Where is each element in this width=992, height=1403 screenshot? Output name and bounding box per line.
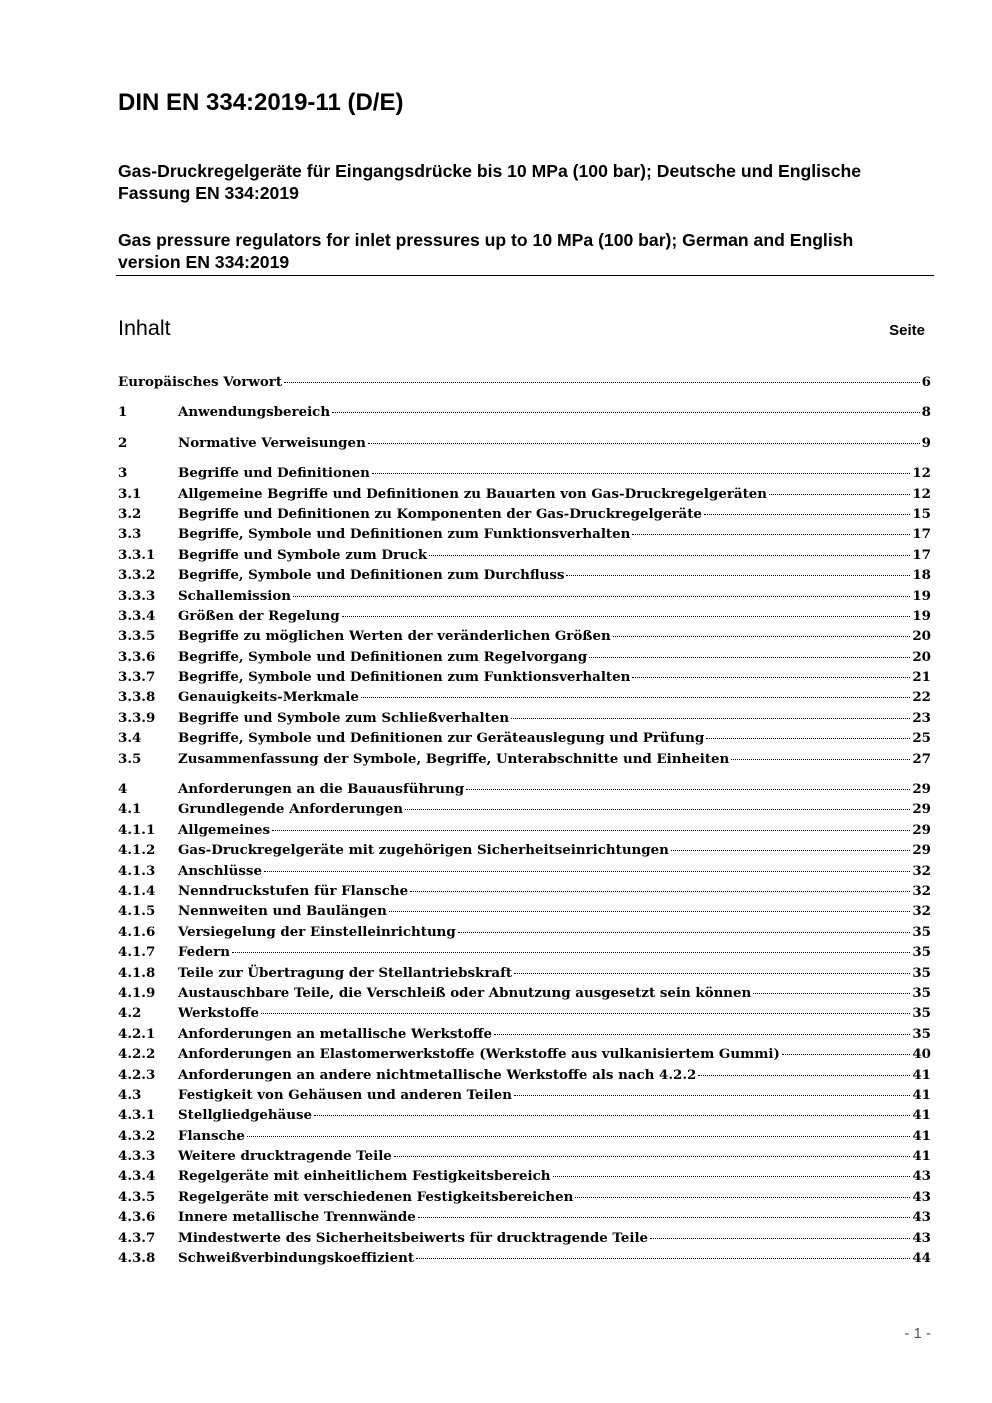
toc-entry-label: Anforderungen an andere nichtmetallische Werkstoffe als nach 4.2.2 bbox=[178, 1066, 697, 1083]
toc-dot-leader bbox=[731, 759, 910, 760]
toc-entry-page: 35 bbox=[912, 1005, 931, 1022]
toc-entry-label: Begriffe und Symbole zum Schließverhalten bbox=[178, 709, 510, 726]
toc-entry-label: Weitere drucktragende Teile bbox=[178, 1148, 392, 1165]
toc-entry-label: Anschlüsse bbox=[178, 862, 262, 879]
toc-entry-label: Gas-Druckregelgeräte mit zugehörigen Sicherheitseinrichtungen bbox=[178, 842, 669, 859]
toc-dot-leader bbox=[514, 973, 910, 974]
toc-entry-label: Federn bbox=[178, 944, 230, 961]
toc-entry-page: 8 bbox=[921, 404, 931, 421]
toc-entry[interactable] bbox=[118, 922, 931, 942]
toc-entry-number: 4.3.7 bbox=[118, 1229, 156, 1246]
toc-entry-page: 35 bbox=[912, 944, 931, 961]
toc-dot-leader bbox=[706, 738, 910, 739]
toc-entry-number: 4.1 bbox=[118, 801, 142, 818]
toc-entry[interactable] bbox=[118, 1207, 931, 1227]
toc-entry[interactable] bbox=[118, 1248, 931, 1268]
toc-dot-leader bbox=[632, 677, 910, 678]
toc-entry-label: Allgemeines bbox=[178, 821, 271, 838]
toc-entry[interactable] bbox=[118, 1105, 931, 1125]
toc-entry-label: Nenndruckstufen für Flansche bbox=[178, 882, 409, 899]
toc-entry-label: Stellgliedgehäuse bbox=[178, 1107, 313, 1124]
toc-entry-page: 29 bbox=[912, 842, 931, 859]
toc-entry-number: 4.3.8 bbox=[118, 1250, 156, 1267]
toc-entry-number: 4.1.1 bbox=[118, 821, 156, 838]
toc-entry-number: 4.2 bbox=[118, 1005, 142, 1022]
toc-entry-page: 43 bbox=[912, 1229, 931, 1246]
toc-dot-leader bbox=[405, 809, 910, 810]
toc-page-column-label: Seite bbox=[889, 322, 925, 339]
toc-entry-number: 2 bbox=[118, 434, 128, 451]
toc-entry-page: 15 bbox=[912, 505, 931, 522]
toc-entry-page: 32 bbox=[912, 882, 931, 899]
toc-entry-number: 4.3.4 bbox=[118, 1168, 156, 1185]
table-of-contents bbox=[118, 372, 931, 1268]
toc-entry-number: 4.1.7 bbox=[118, 944, 156, 961]
toc-dot-leader bbox=[332, 412, 920, 413]
document-title: DIN EN 334:2019-11 (D/E) bbox=[118, 89, 404, 116]
toc-dot-leader bbox=[613, 636, 911, 637]
toc-entry[interactable] bbox=[118, 728, 931, 748]
toc-dot-leader bbox=[342, 616, 911, 617]
toc-dot-leader bbox=[314, 1115, 910, 1116]
toc-dot-leader bbox=[261, 1013, 910, 1014]
toc-entry[interactable] bbox=[118, 586, 931, 606]
toc-entry[interactable] bbox=[118, 687, 931, 707]
toc-entry[interactable] bbox=[118, 667, 931, 687]
toc-dot-leader bbox=[514, 1095, 910, 1096]
toc-entry[interactable] bbox=[118, 779, 931, 799]
toc-entry[interactable] bbox=[118, 504, 931, 524]
toc-entry[interactable] bbox=[118, 901, 931, 921]
toc-entry-number: 3.3.9 bbox=[118, 709, 156, 726]
toc-dot-leader bbox=[272, 830, 910, 831]
toc-entry-number: 1 bbox=[118, 404, 128, 421]
toc-entry-number: 4.3.1 bbox=[118, 1107, 156, 1124]
toc-entry-page: 35 bbox=[912, 964, 931, 981]
toc-entry[interactable] bbox=[118, 1044, 931, 1064]
toc-dot-leader bbox=[553, 1176, 911, 1177]
toc-entry-label: Begriffe zu möglichen Werten der veränderlichen Größen bbox=[178, 628, 611, 645]
toc-entry-label: Begriffe, Symbole und Definitionen zum Funktionsverhalten bbox=[178, 526, 631, 543]
toc-dot-leader bbox=[589, 657, 910, 658]
toc-entry-number: 4.1.6 bbox=[118, 923, 156, 940]
toc-dot-leader bbox=[429, 555, 910, 556]
toc-entry-number: 3.3.5 bbox=[118, 628, 156, 645]
toc-entry-page: 17 bbox=[912, 526, 931, 543]
toc-entry-page: 35 bbox=[912, 984, 931, 1001]
toc-entry-label: Versiegelung der Einstelleinrichtung bbox=[178, 923, 456, 940]
toc-entry-label: Begriffe, Symbole und Definitionen zum Durchfluss bbox=[178, 567, 565, 584]
toc-dot-leader bbox=[247, 1136, 910, 1137]
toc-entry-page: 12 bbox=[912, 465, 931, 482]
toc-entry-page: 41 bbox=[912, 1127, 931, 1144]
toc-dot-leader bbox=[511, 718, 910, 719]
toc-entry-number: 3.5 bbox=[118, 750, 142, 767]
toc-entry-page: 29 bbox=[912, 801, 931, 818]
toc-dot-leader bbox=[466, 789, 910, 790]
toc-entry-label: Genauigkeits-Merkmale bbox=[178, 689, 359, 706]
toc-entry-page: 19 bbox=[912, 587, 931, 604]
toc-dot-leader bbox=[368, 443, 920, 444]
toc-dot-leader bbox=[632, 534, 910, 535]
toc-entry-label: Begriffe und Definitionen zu Komponenten der Gas-Druckregelgeräte bbox=[178, 505, 702, 522]
toc-entry-number: 4.3.3 bbox=[118, 1148, 156, 1165]
toc-entry-number: 3.3 bbox=[118, 526, 142, 543]
toc-dot-leader bbox=[698, 1075, 910, 1076]
toc-entry-page: 41 bbox=[912, 1107, 931, 1124]
toc-dot-leader bbox=[410, 891, 910, 892]
toc-entry-label: Regelgeräte mit verschiedenen Festigkeitsbereichen bbox=[178, 1188, 574, 1205]
toc-entry-page: 43 bbox=[912, 1188, 931, 1205]
toc-entry-number: 4.1.9 bbox=[118, 984, 156, 1001]
toc-entry-number: 4 bbox=[118, 781, 128, 798]
toc-dot-leader bbox=[566, 575, 910, 576]
toc-dot-leader bbox=[494, 1034, 910, 1035]
toc-dot-leader bbox=[394, 1156, 911, 1157]
toc-entry[interactable] bbox=[118, 963, 931, 983]
toc-entry-label: Anforderungen an die Bauausführung bbox=[178, 781, 465, 798]
toc-entry-number: 3.3.4 bbox=[118, 607, 156, 624]
toc-entry-label: Regelgeräte mit einheitlichem Festigkeitsbereich bbox=[178, 1168, 551, 1185]
toc-entry[interactable] bbox=[118, 942, 931, 962]
toc-entry-page: 40 bbox=[912, 1046, 931, 1063]
toc-dot-leader bbox=[782, 1054, 911, 1055]
german-subtitle: Gas-Druckregelgeräte für Eingangsdrücke bis 10 MPa (100 bar); Deutsche und Englische Fassung EN 334:2019 bbox=[118, 161, 862, 203]
toc-entry-page: 6 bbox=[921, 374, 931, 390]
toc-entry-page: 35 bbox=[912, 1025, 931, 1042]
toc-entry-label: Anwendungsbereich bbox=[178, 404, 331, 421]
toc-entry-number: 3.3.3 bbox=[118, 587, 156, 604]
toc-entry-page: 22 bbox=[912, 689, 931, 706]
toc-entry-label: Nennweiten und Baulängen bbox=[178, 903, 387, 920]
toc-entry-number: 3.3.2 bbox=[118, 567, 156, 584]
toc-entry-number: 4.3.2 bbox=[118, 1127, 156, 1144]
toc-entry[interactable] bbox=[118, 708, 931, 728]
toc-entry-number: 3 bbox=[118, 465, 128, 482]
toc-entry-label: Schallemission bbox=[178, 587, 292, 604]
toc-entry-label: Begriffe, Symbole und Definitionen zur Geräteauslegung und Prüfung bbox=[178, 730, 705, 747]
toc-entry-page: 41 bbox=[912, 1066, 931, 1083]
toc-entry[interactable] bbox=[118, 484, 931, 504]
toc-entry-number: 4.2.3 bbox=[118, 1066, 156, 1083]
toc-entry-number: 3.3.7 bbox=[118, 669, 156, 686]
toc-entry-label: Normative Verweisungen bbox=[178, 434, 366, 451]
toc-entry-label: Werkstoffe bbox=[178, 1005, 259, 1022]
title-divider bbox=[116, 275, 934, 276]
toc-dot-leader bbox=[650, 1238, 910, 1239]
toc-dot-leader bbox=[671, 850, 910, 851]
toc-entry[interactable] bbox=[118, 749, 931, 769]
toc-entry[interactable] bbox=[118, 1166, 931, 1186]
toc-entry-page: 41 bbox=[912, 1148, 931, 1165]
toc-entry[interactable] bbox=[118, 606, 931, 626]
toc-dot-leader bbox=[753, 993, 910, 994]
toc-entry[interactable] bbox=[118, 524, 931, 544]
toc-entry-page: 23 bbox=[912, 709, 931, 726]
toc-dot-leader bbox=[416, 1258, 910, 1259]
toc-entry-number: 4.2.1 bbox=[118, 1025, 156, 1042]
toc-entry[interactable] bbox=[118, 799, 931, 819]
toc-entry-page: 12 bbox=[912, 485, 931, 502]
toc-entry-page: 41 bbox=[912, 1086, 931, 1103]
toc-entry-page: 9 bbox=[921, 434, 931, 451]
toc-entry-label: Innere metallische Trennwände bbox=[178, 1209, 416, 1226]
toc-entry-label: Flansche bbox=[178, 1127, 245, 1144]
toc-entry[interactable] bbox=[118, 840, 931, 860]
toc-entry[interactable] bbox=[118, 881, 931, 901]
toc-entry-label: Anforderungen an metallische Werkstoffe bbox=[178, 1025, 493, 1042]
toc-entry-label: Teile zur Übertragung der Stellantriebskraft bbox=[178, 964, 513, 981]
toc-entry-label: Begriffe, Symbole und Definitionen zum Regelvorgang bbox=[178, 648, 588, 665]
toc-entry-number: 3.2 bbox=[118, 505, 142, 522]
toc-entry-number: 4.3 bbox=[118, 1086, 142, 1103]
toc-entry-page: 35 bbox=[912, 923, 931, 940]
toc-entry-page: 18 bbox=[912, 567, 931, 584]
toc-entry[interactable] bbox=[118, 626, 931, 646]
toc-entry-label: Allgemeine Begriffe und Definitionen zu Bauarten von Gas-Druckregelgeräten bbox=[178, 485, 768, 502]
toc-dot-leader bbox=[361, 697, 911, 698]
toc-entry-number: 4.1.5 bbox=[118, 903, 156, 920]
toc-entry[interactable] bbox=[118, 1024, 931, 1044]
toc-entry[interactable] bbox=[118, 372, 931, 392]
toc-entry[interactable] bbox=[118, 861, 931, 881]
toc-entry-number: 4.1.4 bbox=[118, 882, 156, 899]
toc-entry[interactable] bbox=[118, 1003, 931, 1023]
toc-entry-page: 17 bbox=[912, 546, 931, 563]
toc-entry[interactable] bbox=[118, 1187, 931, 1207]
toc-entry-label: Festigkeit von Gehäusen und anderen Teilen bbox=[178, 1086, 513, 1103]
toc-entry-label: Europäisches Vorwort bbox=[118, 374, 283, 390]
toc-dot-leader bbox=[575, 1197, 910, 1198]
toc-dot-leader bbox=[389, 911, 911, 912]
toc-entry[interactable] bbox=[118, 820, 931, 840]
toc-entry-page: 19 bbox=[912, 607, 931, 624]
toc-entry-page: 32 bbox=[912, 903, 931, 920]
toc-dot-leader bbox=[232, 952, 910, 953]
toc-entry[interactable] bbox=[118, 983, 931, 1003]
toc-entry-label: Begriffe und Symbole zum Druck bbox=[178, 546, 428, 563]
toc-entry-number: 3.3.6 bbox=[118, 648, 156, 665]
toc-entry-page: 25 bbox=[912, 730, 931, 747]
toc-entry[interactable] bbox=[118, 1126, 931, 1146]
toc-dot-leader bbox=[293, 596, 910, 597]
toc-entry-label: Anforderungen an Elastomerwerkstoffe (Werkstoffe aus vulkanisiertem Gummi) bbox=[178, 1046, 780, 1063]
toc-entry[interactable] bbox=[118, 1228, 931, 1248]
toc-entry[interactable] bbox=[118, 433, 931, 453]
toc-entry-page: 29 bbox=[912, 821, 931, 838]
english-subtitle: Gas pressure regulators for inlet pressures up to 10 MPa (100 bar); German and English version EN 334:2019 bbox=[118, 230, 854, 272]
toc-heading: Inhalt bbox=[118, 316, 171, 340]
toc-entry-label: Begriffe, Symbole und Definitionen zum Funktionsverhalten bbox=[178, 669, 631, 686]
toc-entry-number: 4.3.6 bbox=[118, 1209, 156, 1226]
toc-entry-number: 3.4 bbox=[118, 730, 142, 747]
toc-entry-label: Zusammenfassung der Symbole, Begriffe, Unterabschnitte und Einheiten bbox=[178, 750, 730, 767]
toc-entry-page: 43 bbox=[912, 1168, 931, 1185]
toc-entry[interactable] bbox=[118, 565, 931, 585]
toc-entry-number: 3.3.1 bbox=[118, 546, 156, 563]
toc-entry-page: 20 bbox=[912, 648, 931, 665]
toc-dot-leader bbox=[704, 514, 910, 515]
toc-entry-page: 44 bbox=[912, 1250, 931, 1267]
toc-entry[interactable] bbox=[118, 1085, 931, 1105]
toc-entry-page: 43 bbox=[912, 1209, 931, 1226]
toc-entry-number: 4.1.8 bbox=[118, 964, 156, 981]
toc-entry[interactable] bbox=[118, 1146, 931, 1166]
toc-entry-number: 4.3.5 bbox=[118, 1188, 156, 1205]
toc-entry-number: 3.1 bbox=[118, 485, 142, 502]
toc-entry[interactable] bbox=[118, 647, 931, 667]
toc-entry-number: 4.1.2 bbox=[118, 842, 156, 859]
toc-entry-label: Begriffe und Definitionen bbox=[178, 465, 370, 482]
toc-entry-label: Mindestwerte des Sicherheitsbeiwerts für drucktragende Teile bbox=[178, 1229, 649, 1246]
toc-entry-page: 27 bbox=[912, 750, 931, 767]
toc-dot-leader bbox=[372, 473, 910, 474]
toc-dot-leader bbox=[264, 871, 910, 872]
toc-dot-leader bbox=[284, 382, 920, 383]
toc-entry-page: 29 bbox=[912, 781, 931, 798]
page-number: - 1 - bbox=[904, 1325, 931, 1342]
toc-entry-label: Austauschbare Teile, die Verschleiß oder Abnutzung ausgesetzt sein können bbox=[178, 984, 752, 1001]
toc-entry-page: 21 bbox=[912, 669, 931, 686]
toc-entry-label: Grundlegende Anforderungen bbox=[178, 801, 403, 818]
toc-entry[interactable] bbox=[118, 463, 931, 483]
toc-dot-leader bbox=[458, 932, 911, 933]
toc-dot-leader bbox=[769, 494, 910, 495]
toc-entry-label: Schweißverbindungskoeffizient bbox=[178, 1250, 415, 1267]
toc-entry-number: 4.2.2 bbox=[118, 1046, 156, 1063]
toc-entry-label: Größen der Regelung bbox=[178, 607, 340, 624]
toc-entry[interactable] bbox=[118, 1065, 931, 1085]
toc-entry-page: 20 bbox=[912, 628, 931, 645]
toc-entry[interactable] bbox=[118, 402, 931, 422]
toc-entry[interactable] bbox=[118, 545, 931, 565]
toc-entry-number: 4.1.3 bbox=[118, 862, 156, 879]
toc-entry-number: 3.3.8 bbox=[118, 689, 156, 706]
toc-dot-leader bbox=[418, 1217, 911, 1218]
toc-entry-page: 32 bbox=[912, 862, 931, 879]
